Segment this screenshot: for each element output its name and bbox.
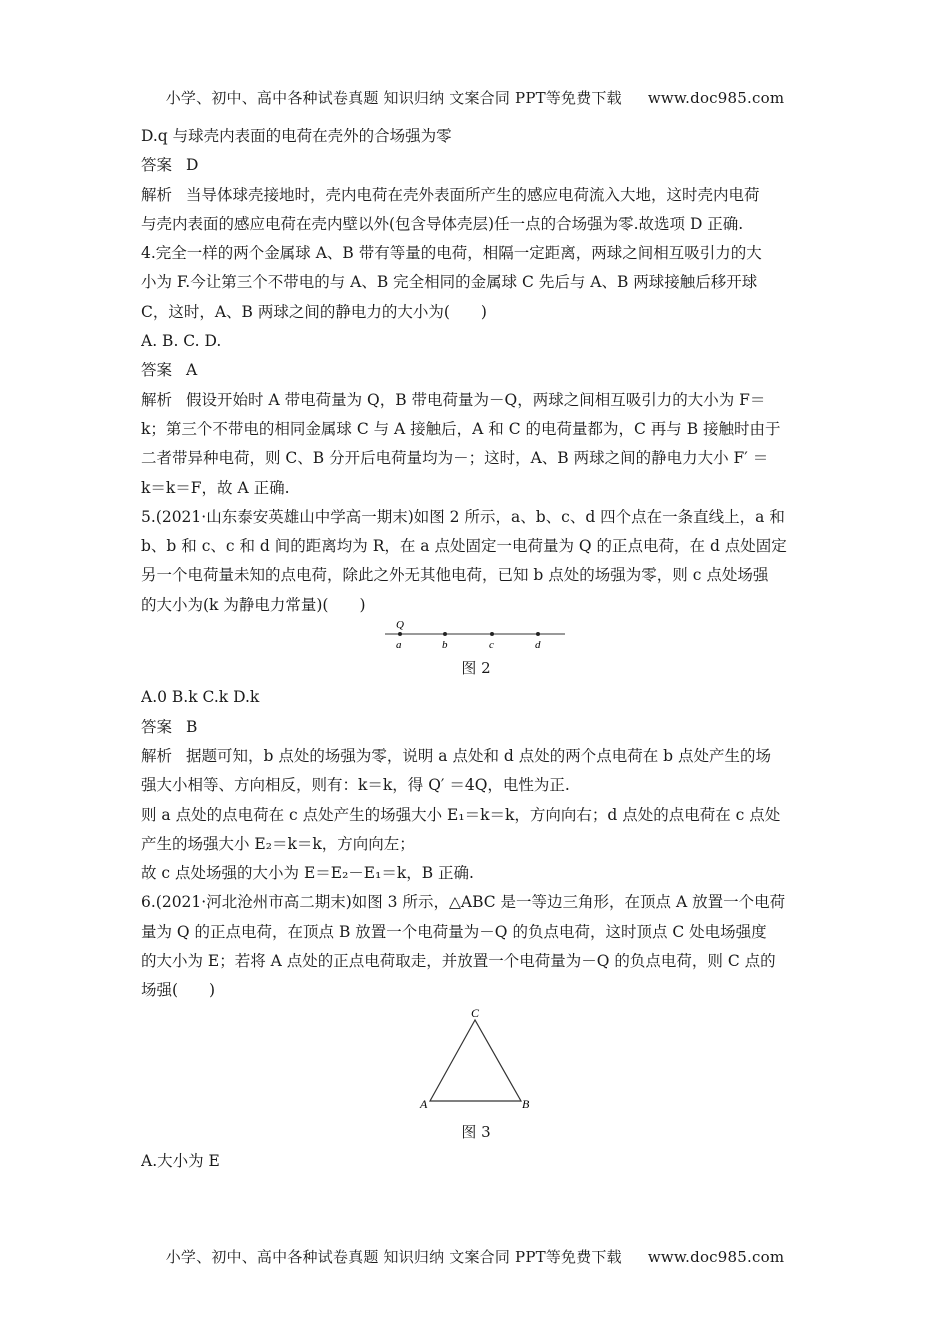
answer-value: B	[186, 717, 198, 736]
q6-option-a: A.大小为 E	[141, 1151, 220, 1170]
answer-label: 答案	[141, 361, 173, 380]
vertex-label-A: A	[420, 1096, 428, 1111]
vertex-label-C: C	[471, 1005, 480, 1020]
answer-value: A	[186, 361, 198, 380]
point-b-dot	[443, 632, 447, 636]
footer-text: 小学、初中、高中各种试卷真题 知识归纳 文案合同 PPT等免费下载	[165, 1248, 622, 1266]
charge-label-Q: Q	[396, 620, 404, 632]
figure-3-caption: 图 3	[461, 1122, 491, 1141]
q4-stem: 4.完全一样的两个金属球 A、B 带有等量的电荷，相隔一定距离，两球之间相互吸引力的大	[141, 244, 762, 263]
triangle-abc	[430, 1020, 521, 1101]
q5-analysis-line: 产生的场强大小 E₂＝k＝k，方向向左；	[141, 834, 415, 853]
page-footer	[0, 1246, 950, 1267]
answer-value: D	[186, 156, 199, 175]
q4-analysis-line	[141, 386, 811, 415]
q5-analysis-line: 强大小相等、方向相反，则有：k＝k，得 Q′ ＝4Q，电性为正.	[141, 776, 570, 795]
figure-2-caption: 图 2	[461, 659, 491, 678]
figure-2	[141, 620, 811, 654]
point-label-b: b	[442, 639, 448, 652]
analysis-text: 据题可知，b 点处的场强为零，说明 a 点处和 d 点处的两个点电荷在 b 点处产生的场	[186, 746, 772, 765]
document-body	[141, 122, 811, 1176]
q5-analysis-line	[141, 742, 811, 771]
q4-analysis-line: k＝k＝F，故 A 正确.	[141, 478, 290, 497]
q5-stem: 5.(2021·山东泰安英雄山中学高一期末)如图 2 所示，a、b、c、d 四个点在一条直线上，a 和	[141, 507, 785, 526]
point-d-dot	[536, 632, 540, 636]
answer-label: 答案	[141, 156, 173, 175]
header-text: 小学、初中、高中各种试卷真题 知识归纳 文案合同 PPT等免费下载	[165, 89, 622, 107]
figure-3	[141, 1006, 811, 1118]
q4-stem: C，这时，A、B 两球之间的静电力的大小为( )	[141, 302, 487, 321]
point-label-c: c	[489, 639, 494, 652]
q4-analysis-line: 二者带异种电荷，则 C、B 分开后电荷量均为－；这时，A、B 两球之间的静电力大小 F′ ＝	[141, 449, 769, 468]
q3-analysis-line: 与壳内表面的感应电荷在壳内壁以外(包含导体壳层)任一点的合场强为零.故选项 D 正确.	[141, 214, 744, 233]
answer-label: 答案	[141, 717, 173, 736]
q5-stem: b、b 和 c、c 和 d 间的距离均为 R，在 a 点处固定一电荷量为 Q 的正点电荷，在 d 点处固定	[141, 537, 787, 556]
page-header	[0, 87, 950, 108]
q5-stem: 另一个电荷量未知的点电荷，除此之外无其他电荷，已知 b 点处的场强为零，则 c 点处场强	[141, 566, 769, 585]
q5-analysis-line: 则 a 点处的点电荷在 c 点处产生的场强大小 E₁＝k＝k，方向向右；d 点处的点电荷在 c 点处	[141, 805, 781, 824]
q3-answer	[141, 151, 811, 180]
q6-stem: 的大小为 E；若将 A 点处的正点电荷取走，并放置一个电荷量为－Q 的负点电荷，则 C 点的	[141, 952, 776, 971]
header-url[interactable]: www.doc985.com	[647, 89, 785, 107]
analysis-label: 解析	[141, 746, 173, 765]
figure-3-diagram	[141, 1006, 811, 1118]
point-c-dot	[490, 632, 494, 636]
q5-answer	[141, 713, 811, 742]
q4-options: A. B. C. D.	[141, 332, 222, 351]
q3-analysis-line	[141, 181, 811, 210]
analysis-label: 解析	[141, 185, 173, 204]
q6-stem: 量为 Q 的正点电荷，在顶点 B 放置一个电荷量为－Q 的负点电荷，这时顶点 C 处电场强度	[141, 922, 767, 941]
analysis-text: 当导体球壳接地时，壳内电荷在壳外表面所产生的感应电荷流入大地，这时壳内电荷	[186, 185, 760, 204]
analysis-label: 解析	[141, 390, 173, 409]
q4-answer	[141, 356, 811, 385]
q5-options: A.0 B.k C.k D.k	[141, 688, 260, 707]
point-label-a: a	[396, 639, 402, 652]
q4-stem: 小为 F.今让第三个不带电的与 A、B 完全相同的金属球 C 先后与 A、B 两球接触后移开球	[141, 273, 758, 292]
footer-url[interactable]: www.doc985.com	[647, 1248, 785, 1266]
figure-2-diagram	[141, 620, 811, 654]
point-a-dot	[398, 632, 402, 636]
q4-analysis-line: k；第三个不带电的相同金属球 C 与 A 接触后，A 和 C 的电荷量都为，C 再与 B 接触时由于	[141, 419, 781, 438]
vertex-label-B: B	[522, 1096, 530, 1111]
analysis-text: 假设开始时 A 带电荷量为 Q，B 带电荷量为－Q，两球之间相互吸引力的大小为 F＝	[186, 390, 766, 409]
q3-option-d: D.q 与球壳内表面的电荷在壳外的合场强为零	[141, 127, 452, 145]
q5-stem: 的大小为(k 为静电力常量)( )	[141, 595, 366, 614]
q6-stem: 场强( )	[141, 981, 216, 1000]
q6-stem: 6.(2021·河北沧州市高二期末)如图 3 所示，△ABC 是一等边三角形，在顶点 A 放置一个电荷	[141, 893, 786, 912]
q5-analysis-line: 故 c 点处场强的大小为 E＝E₂－E₁＝k，B 正确.	[141, 864, 474, 883]
point-label-d: d	[535, 639, 541, 652]
